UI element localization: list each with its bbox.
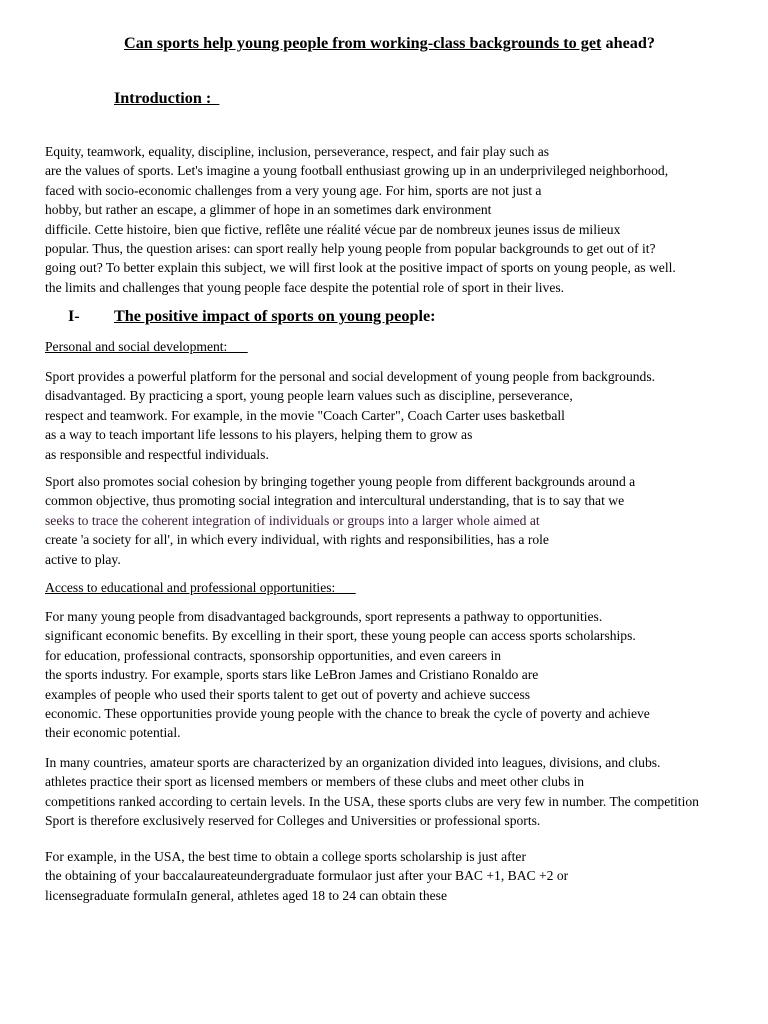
text-line: competitions ranked according to certain levels. In the USA, these sports clubs are very few in number. The competition — [45, 793, 699, 809]
subheading-text: Access to educational and professional opportunities: — [45, 580, 356, 595]
text-line: hobby, but rather an escape, a glimmer of hope in an sometimes dark environment — [45, 202, 492, 218]
text-line: the limits and challenges that young people face despite the potential role of sport in their lives. — [45, 279, 565, 295]
section-number: I- — [68, 307, 80, 325]
text-line: active to play. — [45, 551, 121, 567]
paragraph-scholarship-example — [45, 847, 568, 905]
section-heading-rest: ple: — [409, 307, 436, 325]
title-rest: ahead? — [601, 34, 655, 52]
text-line: significant economic benefits. By excelling in their sport, these young people can access sports scholarships. — [45, 628, 636, 644]
text-line: examples of people who used their sports talent to get out of poverty and achieve success — [45, 686, 531, 702]
text-line: economic. These opportunities provide young people with the chance to break the cycle of poverty and achieve — [45, 705, 650, 721]
text-line: are the values of sports. Let's imagine a young football enthusiast growing up in an underprivileged neighborhood, — [45, 163, 669, 179]
text-line: faced with socio-economic challenges from a very young age. For him, sports are not just a — [45, 182, 542, 198]
text-line: as a way to teach important life lessons to his players, helping them to grow as — [45, 427, 473, 443]
paragraph-opportunities — [45, 607, 650, 743]
introduction-heading: Introduction : — [114, 89, 220, 107]
text-line: create 'a society for all', in which every individual, with rights and responsibilities, has a role — [45, 532, 549, 548]
title-underlined-part: Can sports help young people from working-class backgrounds to get — [124, 34, 602, 52]
text-line: In many countries, amateur sports are characterized by an organization divided into leagues, divisions, and clubs. — [45, 755, 661, 770]
text-line: seeks to trace the coherent integration of individuals or groups into a larger whole aimed at — [45, 512, 540, 528]
text-line: Sport is therefore exclusively reserved for Colleges and Universities or professional sports. — [45, 813, 541, 829]
text-line: respect and teamwork. For example, in the movie "Coach Carter", Coach Carter uses basketball — [45, 407, 565, 423]
paragraph-amateur-sports — [45, 753, 699, 831]
text-line: Sport provides a powerful platform for the personal and social development of young people from backgrounds. — [45, 369, 656, 384]
text-line: as responsible and respectful individuals. — [45, 446, 269, 462]
text-line: For example, in the USA, the best time to obtain a college sports scholarship is just after — [45, 849, 526, 864]
introduction-paragraph — [45, 142, 676, 297]
text-line: Equity, teamwork, equality, discipline, inclusion, perseverance, respect, and fair play such as — [45, 144, 550, 159]
text-line: their economic potential. — [45, 725, 181, 741]
paragraph-social-cohesion — [45, 472, 635, 569]
subheading-personal-social — [45, 337, 248, 356]
text-line: licensegraduate formulaIn general, athletes aged 18 to 24 can obtain these — [45, 887, 447, 903]
text-line: common objective, thus promoting social integration and intercultural understanding, that is to say that we — [45, 493, 625, 509]
subheading-access-opportunities — [45, 578, 356, 597]
section-1-heading — [68, 307, 436, 326]
section-heading-underlined: The positive impact of sports on young peo — [114, 307, 410, 325]
text-line: the sports industry. For example, sports stars like LeBron James and Cristiano Ronaldo are — [45, 667, 539, 683]
text-line: for education, professional contracts, sponsorship opportunities, and even careers in — [45, 647, 502, 663]
document-title — [124, 34, 655, 53]
text-line: athletes practice their sport as licensed members or members of these clubs and meet other clubs in — [45, 774, 585, 790]
text-line: going out? To better explain this subject, we will first look at the positive impact of sports on young people, as well. — [45, 260, 676, 276]
text-line: For many young people from disadvantaged backgrounds, sport represents a pathway to opportunities. — [45, 609, 603, 624]
text-line: popular. Thus, the question arises: can sport really help young people from popular backgrounds to get out of it? — [45, 240, 656, 256]
paragraph-personal-development — [45, 367, 655, 464]
text-line: Sport also promotes social cohesion by bringing together young people from different backgrounds around a — [45, 474, 636, 489]
text-line: disadvantaged. By practicing a sport, young people learn values such as discipline, perseverance, — [45, 388, 573, 404]
text-line: the obtaining of your baccalaureateundergraduate formulaor just after your BAC +1, BAC +2 or — [45, 868, 569, 884]
subheading-text: Personal and social development: — [45, 339, 248, 354]
text-line: difficile. Cette histoire, bien que fictive, reflête une réalité vécue par de nombreux jeunes issus de milieux — [45, 221, 621, 237]
